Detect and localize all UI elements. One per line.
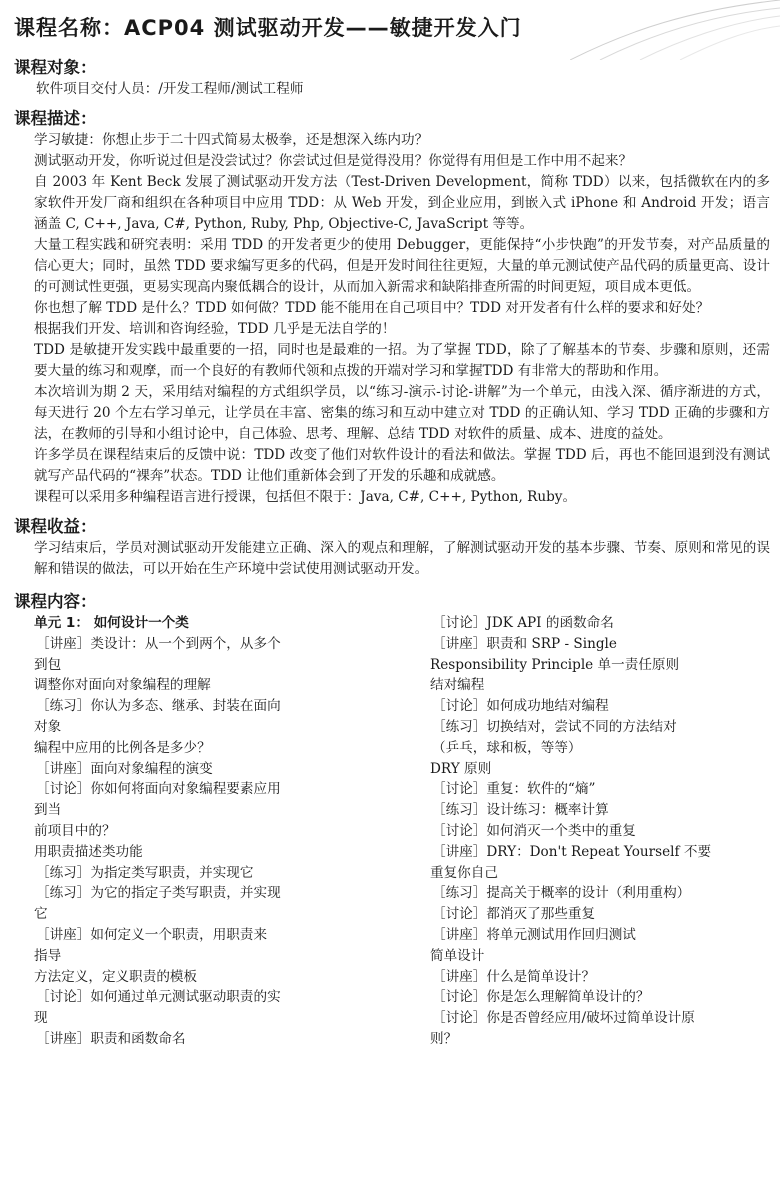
content-line: 重复你自己 bbox=[430, 864, 498, 881]
content-line: ［练习］为它的指定子类写职责，并实现 bbox=[36, 885, 281, 902]
description-paragraph: 许多学员在课程结束后的反馈中说：TDD 改变了他们对软件设计的看法和做法。掌握 TDD 后，再也不能回退到没有测试就写产品代码的“裸奔”状态。TDD 让他们重新体会到了开发的乐趣和成就感。 bbox=[34, 447, 770, 484]
content-line: ［讨论］如何消灭一个类中的重复 bbox=[432, 822, 636, 839]
content-left-column bbox=[14, 613, 368, 1050]
content-line: 方法定义，定义职责的模板 bbox=[34, 968, 198, 985]
content-line: 编程中应用的比例各是多少？ bbox=[34, 739, 211, 756]
content-line: 它 bbox=[34, 906, 48, 923]
content-line: 到当 bbox=[34, 802, 62, 819]
content-line: ［练习］切换结对，尝试不同的方法结对 bbox=[432, 718, 677, 735]
content-line: ［讨论］JDK API 的函数命名 bbox=[432, 615, 614, 631]
benefits-heading: 课程收益： bbox=[14, 517, 97, 536]
audience-text: 软件项目交付人员：/开发工程师/测试工程师 bbox=[36, 81, 304, 97]
content-line: ［讨论］你是怎么理解简单设计的？ bbox=[432, 989, 650, 1006]
description-section bbox=[14, 108, 770, 508]
description-paragraph: TDD 是敏捷开发实践中最重要的一招，同时也是最难的一招。为了掌握 TDD，除了了解基本的节奏、步骤和原则，还需要大量的练习和观摩，而一个良好的有教师代领和点拨的开端对学习和掌握TDD 有非常大的帮助和作用。 bbox=[34, 342, 770, 379]
description-paragraph: 学习敏捷：你想止步于二十四式简易太极拳，还是想深入练内功？ bbox=[34, 132, 429, 148]
content-line: ［讨论］你是否曾经应用/破坏过简单设计原 bbox=[432, 1010, 695, 1027]
content-line: ［讨论］如何通过单元测试驱动职责的实 bbox=[36, 989, 281, 1006]
description-paragraph: 测试驱动开发，你听说过但是没尝试过？你尝试过但是觉得没用？你觉得有用但是工作中用不起来？ bbox=[34, 153, 633, 169]
course-title: 课程名称：ACP04 测试驱动开发——敏捷开发入门 bbox=[14, 16, 522, 40]
content-line: ［讲座］职责和 SRP - Single bbox=[432, 635, 617, 652]
course-document bbox=[14, 10, 770, 1050]
content-line: ［讨论］你如何将面向对象编程要素应用 bbox=[36, 781, 281, 798]
content-line: 结对编程 bbox=[430, 677, 485, 694]
content-line: ［讲座］类设计：从一个到两个，从多个 bbox=[36, 635, 281, 652]
content-section bbox=[14, 591, 770, 1050]
content-line: （乒乓，球和板，等等） bbox=[432, 739, 582, 756]
content-line: ［讲座］DRY：Don't Repeat Yourself 不要 bbox=[432, 843, 712, 860]
content-line: 调整你对面向对象编程的理解 bbox=[34, 677, 211, 694]
content-right-column bbox=[430, 613, 770, 1050]
content-line: ［讲座］如何定义一个职责，用职责来 bbox=[36, 926, 268, 943]
content-line: 用职责描述类功能 bbox=[34, 843, 143, 860]
content-line: ［讲座］面向对象编程的演变 bbox=[36, 760, 213, 777]
content-line: ［讨论］如何成功地结对编程 bbox=[432, 698, 609, 715]
unit-heading: 单元 1： 如何设计一个类 bbox=[34, 615, 189, 631]
content-line: 对象 bbox=[34, 718, 62, 735]
description-paragraph: 课程可以采用多种编程语言进行授课，包括但不限于：Java, C#, C++, Python, Ruby。 bbox=[34, 489, 577, 505]
audience-heading: 课程对象： bbox=[14, 58, 97, 77]
content-line: 到包 bbox=[34, 656, 62, 673]
content-line: ［讨论］都消灭了那些重复 bbox=[432, 906, 596, 923]
content-line: ［讲座］什么是简单设计？ bbox=[432, 968, 596, 985]
description-paragraph: 根据我们开发、培训和咨询经验，TDD 几乎是无法自学的！ bbox=[34, 321, 396, 337]
content-line: 前项目中的？ bbox=[34, 822, 116, 839]
description-paragraph: 你也想了解 TDD 是什么？TDD 如何做？TDD 能不能用在自己项目中？TDD 对开发者有什么样的要求和好处？ bbox=[34, 300, 710, 316]
description-paragraph: 本次培训为期 2 天，采用结对编程的方式组织学员，以“练习-演示-讨论-讲解”为一个单元，由浅入深、循序渐进的方式，每天进行 20 个左右学习单元，让学员在丰富、密集的练习和互动中建立对 TDD 的正确认知、学习 TDD 正确的步骤和方法，在教师的引导和小组讨论中，自己体验、思考、理解、总结 TDD 对软件的质量、成本、进度的益处。 bbox=[34, 384, 770, 442]
benefits-section bbox=[14, 516, 770, 580]
description-heading: 课程描述： bbox=[14, 109, 97, 128]
content-columns bbox=[14, 613, 770, 1050]
content-line: 指导 bbox=[34, 947, 62, 964]
description-paragraph: 大量工程实践和研究表明：采用 TDD 的开发者更少的使用 Debugger，更能保持“小步快跑”的开发节奏，对产品质量的信心更大；同时，虽然 TDD 要求编写更多的代码，但是开发时间往往更短，大量的单元测试使产品代码的质量更高、设计的可测试性更强，更易实现高内聚低耦合的设计，从而加入新需求和缺陷排查所需的时间更短，项目成本更低。 bbox=[34, 237, 770, 295]
content-line: 现 bbox=[34, 1010, 48, 1027]
content-line: 简单设计 bbox=[430, 947, 485, 964]
content-line: ［讨论］重复：软件的“熵” bbox=[432, 781, 596, 798]
audience-section bbox=[14, 57, 770, 100]
content-line: ［讲座］职责和函数命名 bbox=[36, 1030, 186, 1047]
content-line: ［讲座］将单元测试用作回归测试 bbox=[432, 926, 636, 943]
content-heading: 课程内容： bbox=[14, 592, 97, 611]
content-line: ［练习］为指定类写职责，并实现它 bbox=[36, 864, 254, 881]
content-line: ［练习］设计练习：概率计算 bbox=[432, 802, 609, 819]
content-line: 则？ bbox=[430, 1030, 458, 1047]
description-paragraph: 自 2003 年 Kent Beck 发展了测试驱动开发方法（Test-Driven Development，简称 TDD）以来，包括微软在内的多家软件开发厂商和组织在各种项目中应用 TDD：从 Web 开发，到企业应用，到嵌入式 iPhone 和 Android 开发；语言涵盖 C, C++, Java, C#, Python, Ruby, Php, Objective-C, JavaScript 等等。 bbox=[34, 174, 770, 232]
content-line: ［练习］提高关于概率的设计（利用重构） bbox=[432, 885, 691, 902]
content-line: DRY 原则 bbox=[430, 760, 492, 777]
content-line: ［练习］你认为多态、继承、封装在面向 bbox=[36, 698, 281, 715]
content-line: Responsibility Principle 单一责任原则 bbox=[430, 656, 680, 673]
benefits-text: 学习结束后，学员对测试驱动开发能建立正确、深入的观点和理解，了解测试驱动开发的基本步骤、节奏、原则和常见的误解和错误的做法，可以开始在生产环境中尝试使用测试驱动开发。 bbox=[34, 540, 770, 577]
